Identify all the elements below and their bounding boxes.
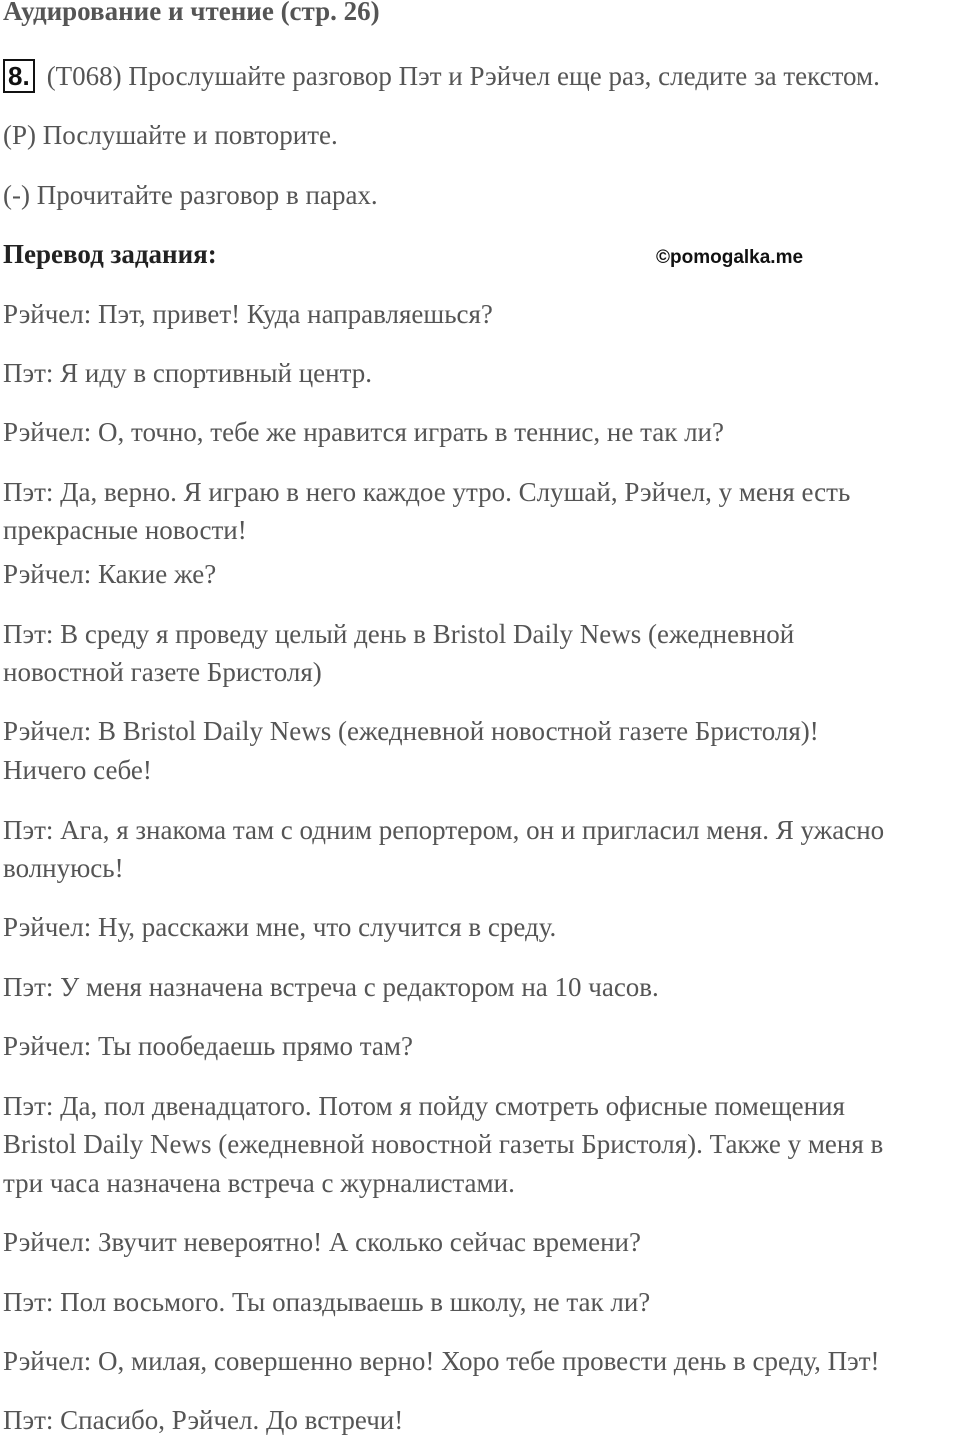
dialogue-line: Рэйчел: В Bristol Daily News (ежедневной новостной газете Бристоля)! [3,716,819,746]
task-instruction: (T068) Прослушайте разговор Пэт и Рэйчел еще раз, следите за текстом. [46,61,880,91]
dialogue-line: три часа назначена встреча с журналистами. [3,1168,515,1198]
dialogue-line: волнуюсь! [3,853,124,883]
dialogue-line: Пэт: Да, верно. Я играю в него каждое утро. Слушай, Рэйчел, у меня есть [3,477,851,507]
task-line-dash: (-) Прочитайте разговор в парах. [3,180,378,210]
dialogue-line: Пэт: Пол восьмого. Ты опаздываешь в школу, не так ли? [3,1287,651,1317]
watermark: ©pomogalka.me [656,247,804,268]
dialogue-line: новостной газете Бристоля) [3,657,322,687]
dialogue-line: Рэйчел: О, точно, тебе же нравится играть в теннис, не так ли? [3,417,724,447]
dialogue-line: Пэт: В среду я проведу целый день в Bristol Daily News (ежедневной [3,619,795,649]
dialogue-line: Пэт: Спасибо, Рэйчел. До встречи! [3,1405,404,1435]
dialogue-line: Пэт: Да, пол двенадцатого. Потом я пойду смотреть офисные помещения [3,1091,845,1121]
translation-heading: Перевод задания: [3,239,217,269]
dialogue-line: Рэйчел: Звучит невероятно! А сколько сейчас времени? [3,1227,641,1257]
task-instruction-row [3,57,880,95]
dialogue-line: Пэт: Ага, я знакома там с одним репортером, он и пригласил меня. Я ужасно [3,815,885,845]
dialogue-line: Рэйчел: Какие же? [3,559,217,589]
task-number-badge: 8. [3,59,35,93]
section-title: Аудирование и чтение (стр. 26) [3,0,380,26]
dialogue-line: Рэйчел: Пэт, привет! Куда направляешься? [3,299,493,329]
dialogue-line: Рэйчел: Ты пообедаешь прямо там? [3,1031,413,1061]
dialogue-line: прекрасные новости! [3,515,247,545]
dialogue-line: Рэйчел: Ну, расскажи мне, что случится в среду. [3,912,557,942]
dialogue-line: Bristol Daily News (ежедневной новостной газеты Бристоля). Также у меня в [3,1129,884,1159]
dialogue-line: Пэт: Я иду в спортивный центр. [3,358,372,388]
task-line-p: (P) Послушайте и повторите. [3,120,338,150]
dialogue-line: Пэт: У меня назначена встреча с редактором на 10 часов. [3,972,659,1002]
dialogue-line: Рэйчел: О, милая, совершенно верно! Хоро тебе провести день в среду, Пэт! [3,1346,880,1376]
dialogue-line: Ничего себе! [3,755,152,785]
